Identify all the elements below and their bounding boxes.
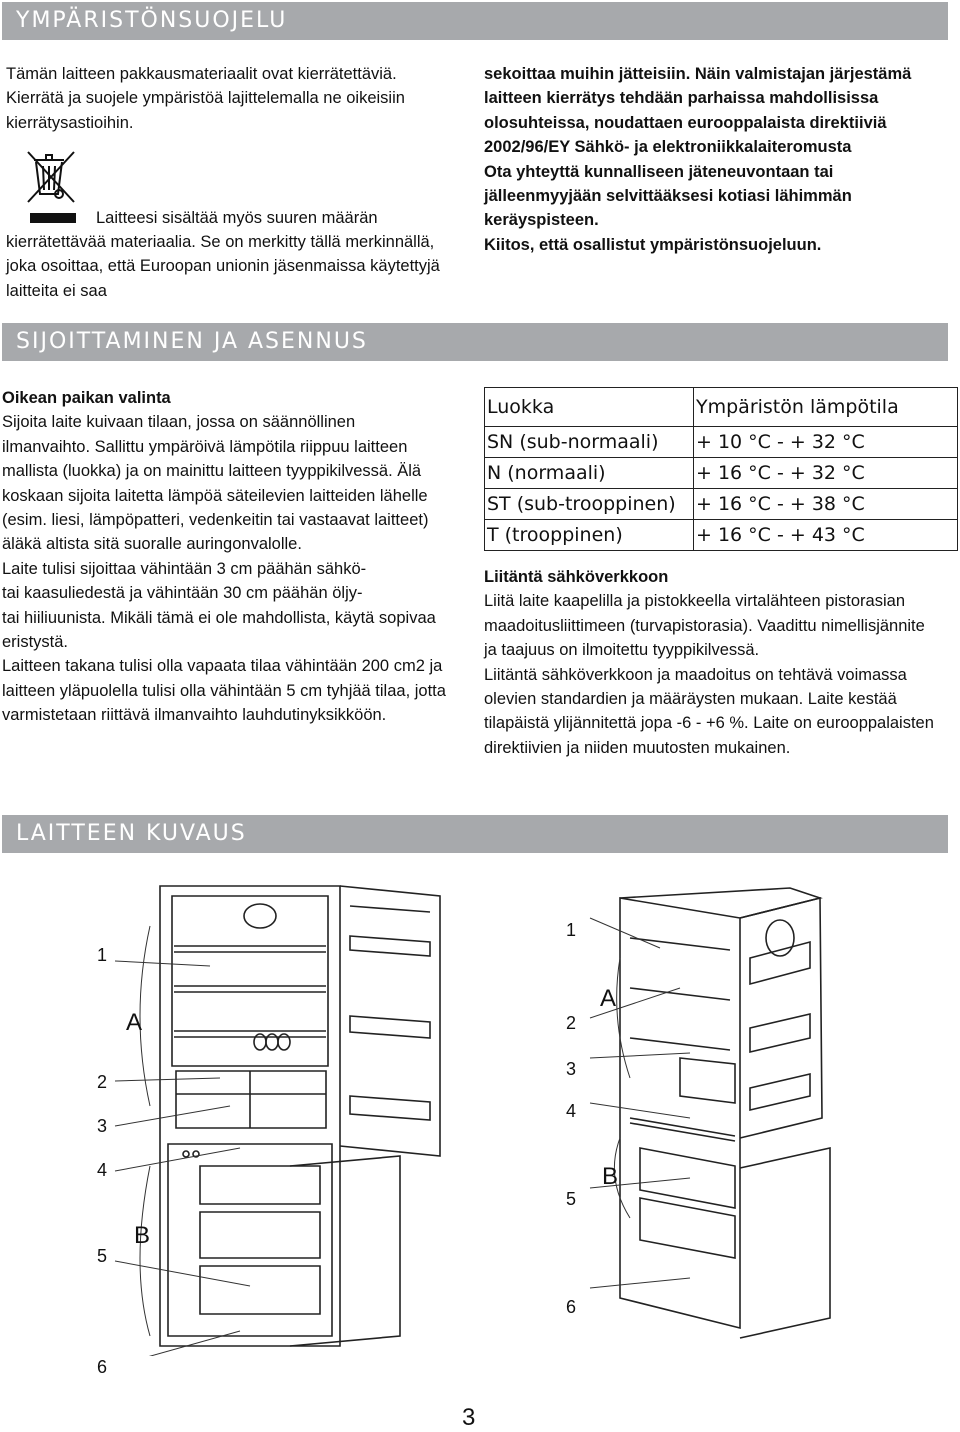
diagram-left-label-a: A: [126, 1009, 143, 1036]
climate-class-table: [484, 387, 958, 551]
install-paragraph-2b: tai kaasuliedestä ja vähintään 30 cm päähän öljy-: [2, 584, 363, 603]
table-row: [485, 489, 958, 520]
page-number: 3: [462, 1404, 476, 1431]
diagram-right-label-5: 5: [566, 1189, 577, 1209]
install-column: [2, 386, 470, 728]
weee-text: kierrätettävää materiaalia. Se on merkitty tällä merkinnällä, joka osoittaa, että Euroopan unionin jäsenmaissa käytettyjä laitteita ei saa: [6, 233, 440, 300]
weee-lead: Laitteesi sisältää myös suuren määrän: [96, 209, 378, 227]
env-right-column: [484, 62, 950, 257]
diagram-right-label-1: 1: [566, 920, 577, 940]
env-intro: Tämän laitteen pakkausmateriaalit ovat kierrätettäviä. Kierrätä ja suojele ympäristöä lajittelemalla ne oikeisiin kierrätysastioihin.: [6, 65, 405, 132]
env-contact: Ota yhteyttä kunnalliseen jäteneuvontaan tai jälleenmyyjään selvittääksesi kotiasi lähimmän keräyspisteen.: [484, 162, 852, 230]
install-paragraph-2c: tai hiiliuunista. Mikäli tämä ei ole mahdollista, käytä sopivaa eristystä.: [2, 608, 436, 652]
table-cell: + 10 °C - + 32 °C: [694, 427, 958, 458]
env-continued: sekoittaa muihin jätteisiin. Näin valmistajan järjestämä laitteen kierrätys tehdään parhaissa mahdollisissa olosuhteissa, noudattaen eurooppalaista direktiiviä: [484, 65, 912, 132]
install-paragraph-2a: Laite tulisi sijoittaa vähintään 3 cm päähän sähkö-: [2, 559, 367, 578]
diagram-right-label-2: 2: [566, 1013, 577, 1033]
env-thanks: Kiitos, että osallistut ympäristönsuojeluun.: [484, 235, 822, 254]
env-left-column: [6, 62, 466, 135]
electric-column: [484, 565, 934, 760]
table-header-cell: Luokka: [485, 388, 694, 427]
diagram-left-label-4: 4: [97, 1160, 108, 1180]
fridge-diagram-left: [90, 866, 470, 1356]
electric-paragraph-2: Liitäntä sähköverkkoon ja maadoitus on tehtävä voimassa olevien standardien ja määräysten mukaan. Laite kestää tilapäistä ylijännitettä jopa -6 - +6 %. Laite on eurooppalaisten direktiivien ja niiden muutosten mukainen.: [484, 665, 934, 757]
diagram-left-label-6: 6: [97, 1357, 108, 1377]
table-cell: SN (sub-normaali): [485, 427, 694, 458]
diagram-right-label-b: B: [602, 1163, 619, 1190]
section-title-description: LAITTEEN KUVAUS: [2, 815, 948, 853]
table-cell: ST (sub-trooppinen): [485, 489, 694, 520]
diagram-left-label-5: 5: [97, 1246, 108, 1266]
weee-bar-symbol: [30, 213, 76, 223]
section-title-installation: SIJOITTAMINEN JA ASENNUS: [2, 323, 948, 361]
table-cell: + 16 °C - + 38 °C: [694, 489, 958, 520]
env-directive: 2002/96/EY Sähkö- ja elektroniikkalaiteromusta: [484, 138, 852, 157]
diagram-left-label-2: 2: [97, 1072, 108, 1092]
table-cell: N (normaali): [485, 458, 694, 489]
section-title-environment: YMPÄRISTÖNSUOJELU: [2, 2, 948, 40]
diagram-right-label-3: 3: [566, 1059, 577, 1079]
table-cell: + 16 °C - + 43 °C: [694, 520, 958, 551]
table-cell: + 16 °C - + 32 °C: [694, 458, 958, 489]
install-paragraph-3: Laitteen takana tulisi olla vapaata tilaa vähintään 200 cm2 ja laitteen yläpuolella tulisi olla vähintään 5 cm tyhjää tilaa, jotta varmistetaan riittävä ilmanvaihto lauhdutinyksikköön.: [2, 657, 446, 725]
weee-bin-icon: [24, 148, 78, 206]
electric-paragraph-1: Liitä laite kaapelilla ja pistokkeella virtalähteen pistorasian maadoitusliittimeen (turvapistorasia). Vaadittu nimellisjännite ja taajuus on ilmoitettu tyyppikilvessä.: [484, 592, 925, 660]
table-cell: T (trooppinen): [485, 520, 694, 551]
table-row: [485, 458, 958, 489]
table-row: [485, 520, 958, 551]
diagram-left-label-b: B: [134, 1222, 151, 1249]
fridge-diagram-right: [560, 878, 940, 1348]
diagram-right-label-a: A: [600, 985, 617, 1012]
diagram-left-label-1: 1: [97, 945, 108, 965]
install-subtitle: Oikean paikan valinta: [2, 389, 171, 407]
diagram-right-label-4: 4: [566, 1101, 577, 1121]
install-paragraph-1: Sijoita laite kuivaan tilaan, jossa on säännöllinen ilmanvaihto. Sallittu ympäröivä lämpötila riippuu laitteen mallista (luokka) ja on mainittu laitteen tyyppikilvessä. Älä koskaan sijoita laitetta lämpöä säteilevien laitteiden lähelle (esim. liesi, lämpöpatteri, vedenkeitin tai vastaavat laitteet) äläkä altista sitä suoralle auringonvalolle.: [2, 413, 429, 554]
table-header-row: [485, 388, 958, 427]
diagram-right-label-6: 6: [566, 1297, 577, 1317]
diagram-left-label-3: 3: [97, 1116, 108, 1136]
electric-subtitle: Liitäntä sähköverkkoon: [484, 568, 669, 586]
table-row: [485, 427, 958, 458]
table-header-cell: Ympäristön lämpötila: [694, 388, 958, 427]
